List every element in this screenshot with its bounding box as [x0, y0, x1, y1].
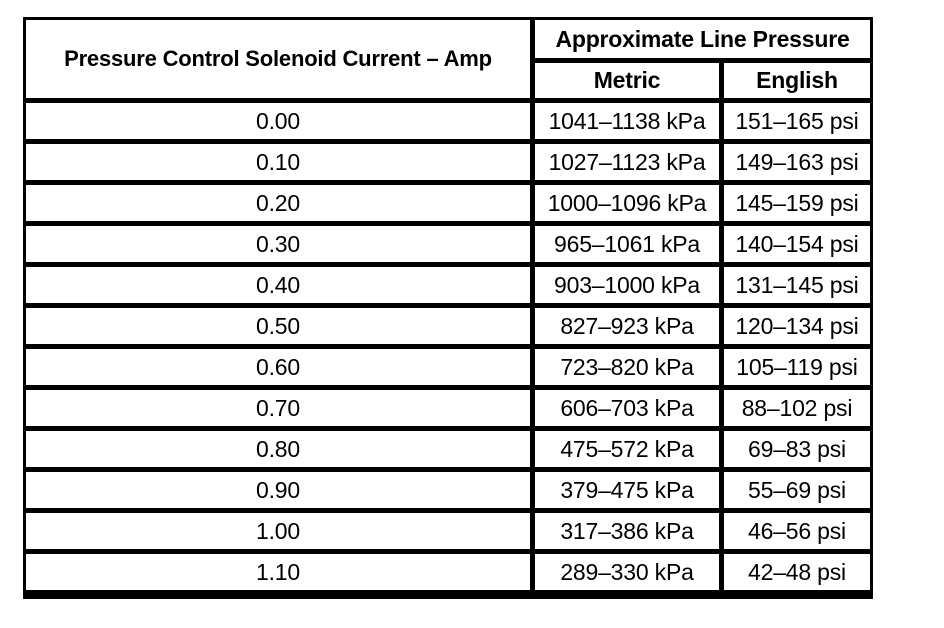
cell-current-amp: 0.40	[26, 267, 530, 303]
cell-metric-pressure: 317–386 kPa	[535, 513, 719, 549]
header-english: English	[724, 63, 870, 98]
cell-english-pressure: 42–48 psi	[724, 554, 870, 590]
cell-current-amp: 0.90	[26, 472, 530, 508]
cell-english-pressure: 140–154 psi	[724, 226, 870, 262]
cell-english-pressure: 55–69 psi	[724, 472, 870, 508]
cell-current-amp: 0.70	[26, 390, 530, 426]
cell-metric-pressure: 289–330 kPa	[535, 554, 719, 590]
cell-metric-pressure: 1041–1138 kPa	[535, 103, 719, 139]
cell-current-amp: 0.30	[26, 226, 530, 262]
cell-metric-pressure: 723–820 kPa	[535, 349, 719, 385]
cell-metric-pressure: 827–923 kPa	[535, 308, 719, 344]
cell-english-pressure: 69–83 psi	[724, 431, 870, 467]
cell-current-amp: 0.10	[26, 144, 530, 180]
cell-metric-pressure: 903–1000 kPa	[535, 267, 719, 303]
header-approximate-line-pressure: Approximate Line Pressure	[535, 20, 870, 58]
cell-metric-pressure: 965–1061 kPa	[535, 226, 719, 262]
cell-current-amp: 1.00	[26, 513, 530, 549]
cell-current-amp: 0.60	[26, 349, 530, 385]
cell-english-pressure: 88–102 psi	[724, 390, 870, 426]
cell-current-amp: 0.50	[26, 308, 530, 344]
cell-english-pressure: 120–134 psi	[724, 308, 870, 344]
cell-english-pressure: 105–119 psi	[724, 349, 870, 385]
cell-metric-pressure: 606–703 kPa	[535, 390, 719, 426]
cell-metric-pressure: 475–572 kPa	[535, 431, 719, 467]
cell-current-amp: 0.80	[26, 431, 530, 467]
cell-english-pressure: 149–163 psi	[724, 144, 870, 180]
cell-english-pressure: 151–165 psi	[724, 103, 870, 139]
cell-metric-pressure: 379–475 kPa	[535, 472, 719, 508]
cell-current-amp: 1.10	[26, 554, 530, 590]
cell-metric-pressure: 1000–1096 kPa	[535, 185, 719, 221]
header-solenoid-current: Pressure Control Solenoid Current – Amp	[26, 20, 530, 98]
cell-current-amp: 0.00	[26, 103, 530, 139]
header-metric: Metric	[535, 63, 719, 98]
cell-metric-pressure: 1027–1123 kPa	[535, 144, 719, 180]
cell-english-pressure: 145–159 psi	[724, 185, 870, 221]
cell-english-pressure: 46–56 psi	[724, 513, 870, 549]
cell-english-pressure: 131–145 psi	[724, 267, 870, 303]
cell-current-amp: 0.20	[26, 185, 530, 221]
line-pressure-table	[23, 17, 873, 599]
